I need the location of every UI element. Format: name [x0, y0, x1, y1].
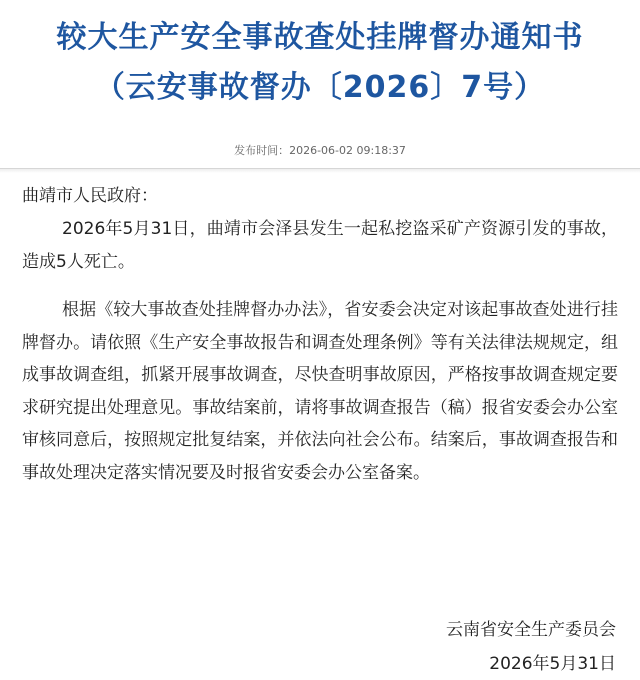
document-title: 较大生产安全事故查处挂牌督办通知书	[56, 20, 584, 55]
publish-time-label: 发布时间：	[234, 144, 290, 157]
signature-organization: 云南省安全生产委员会	[446, 620, 616, 640]
signature-date: 2026年5月31日	[489, 654, 616, 674]
publish-time: 2026-06-02 09:18:37	[289, 144, 406, 157]
body-paragraph-1: 2026年5月31日，曲靖市会泽县发生一起私挖盗采矿产资源引发的事故，造成5人死亡。	[22, 219, 618, 272]
publish-info	[0, 142, 640, 158]
body-paragraph-2: 根据《较大事故查处挂牌督办办法》，省安委会决定对该起事故查处进行挂牌督办。请依照《生产安全事故报告和调查处理条例》等有关法律法规规定，组成事故调查组，抓紧开展事故调查，尽快查明事故原因，严格按事故调查规定要求研究提出处理意见。事故结案前，请将事故调查报告（稿）报省安委会办公室审核同意后，按照规定批复结案，并依法向社会公布。结案后，事故调查报告和事故处理决定落实情况要及时报省安委会办公室备案。	[22, 300, 618, 483]
header-divider-shadow	[0, 169, 640, 173]
document-number-text: （云安事故督办〔2026〕7号）	[94, 70, 546, 105]
addressee: 曲靖市人民政府：	[22, 186, 158, 206]
document-number	[0, 62, 640, 106]
